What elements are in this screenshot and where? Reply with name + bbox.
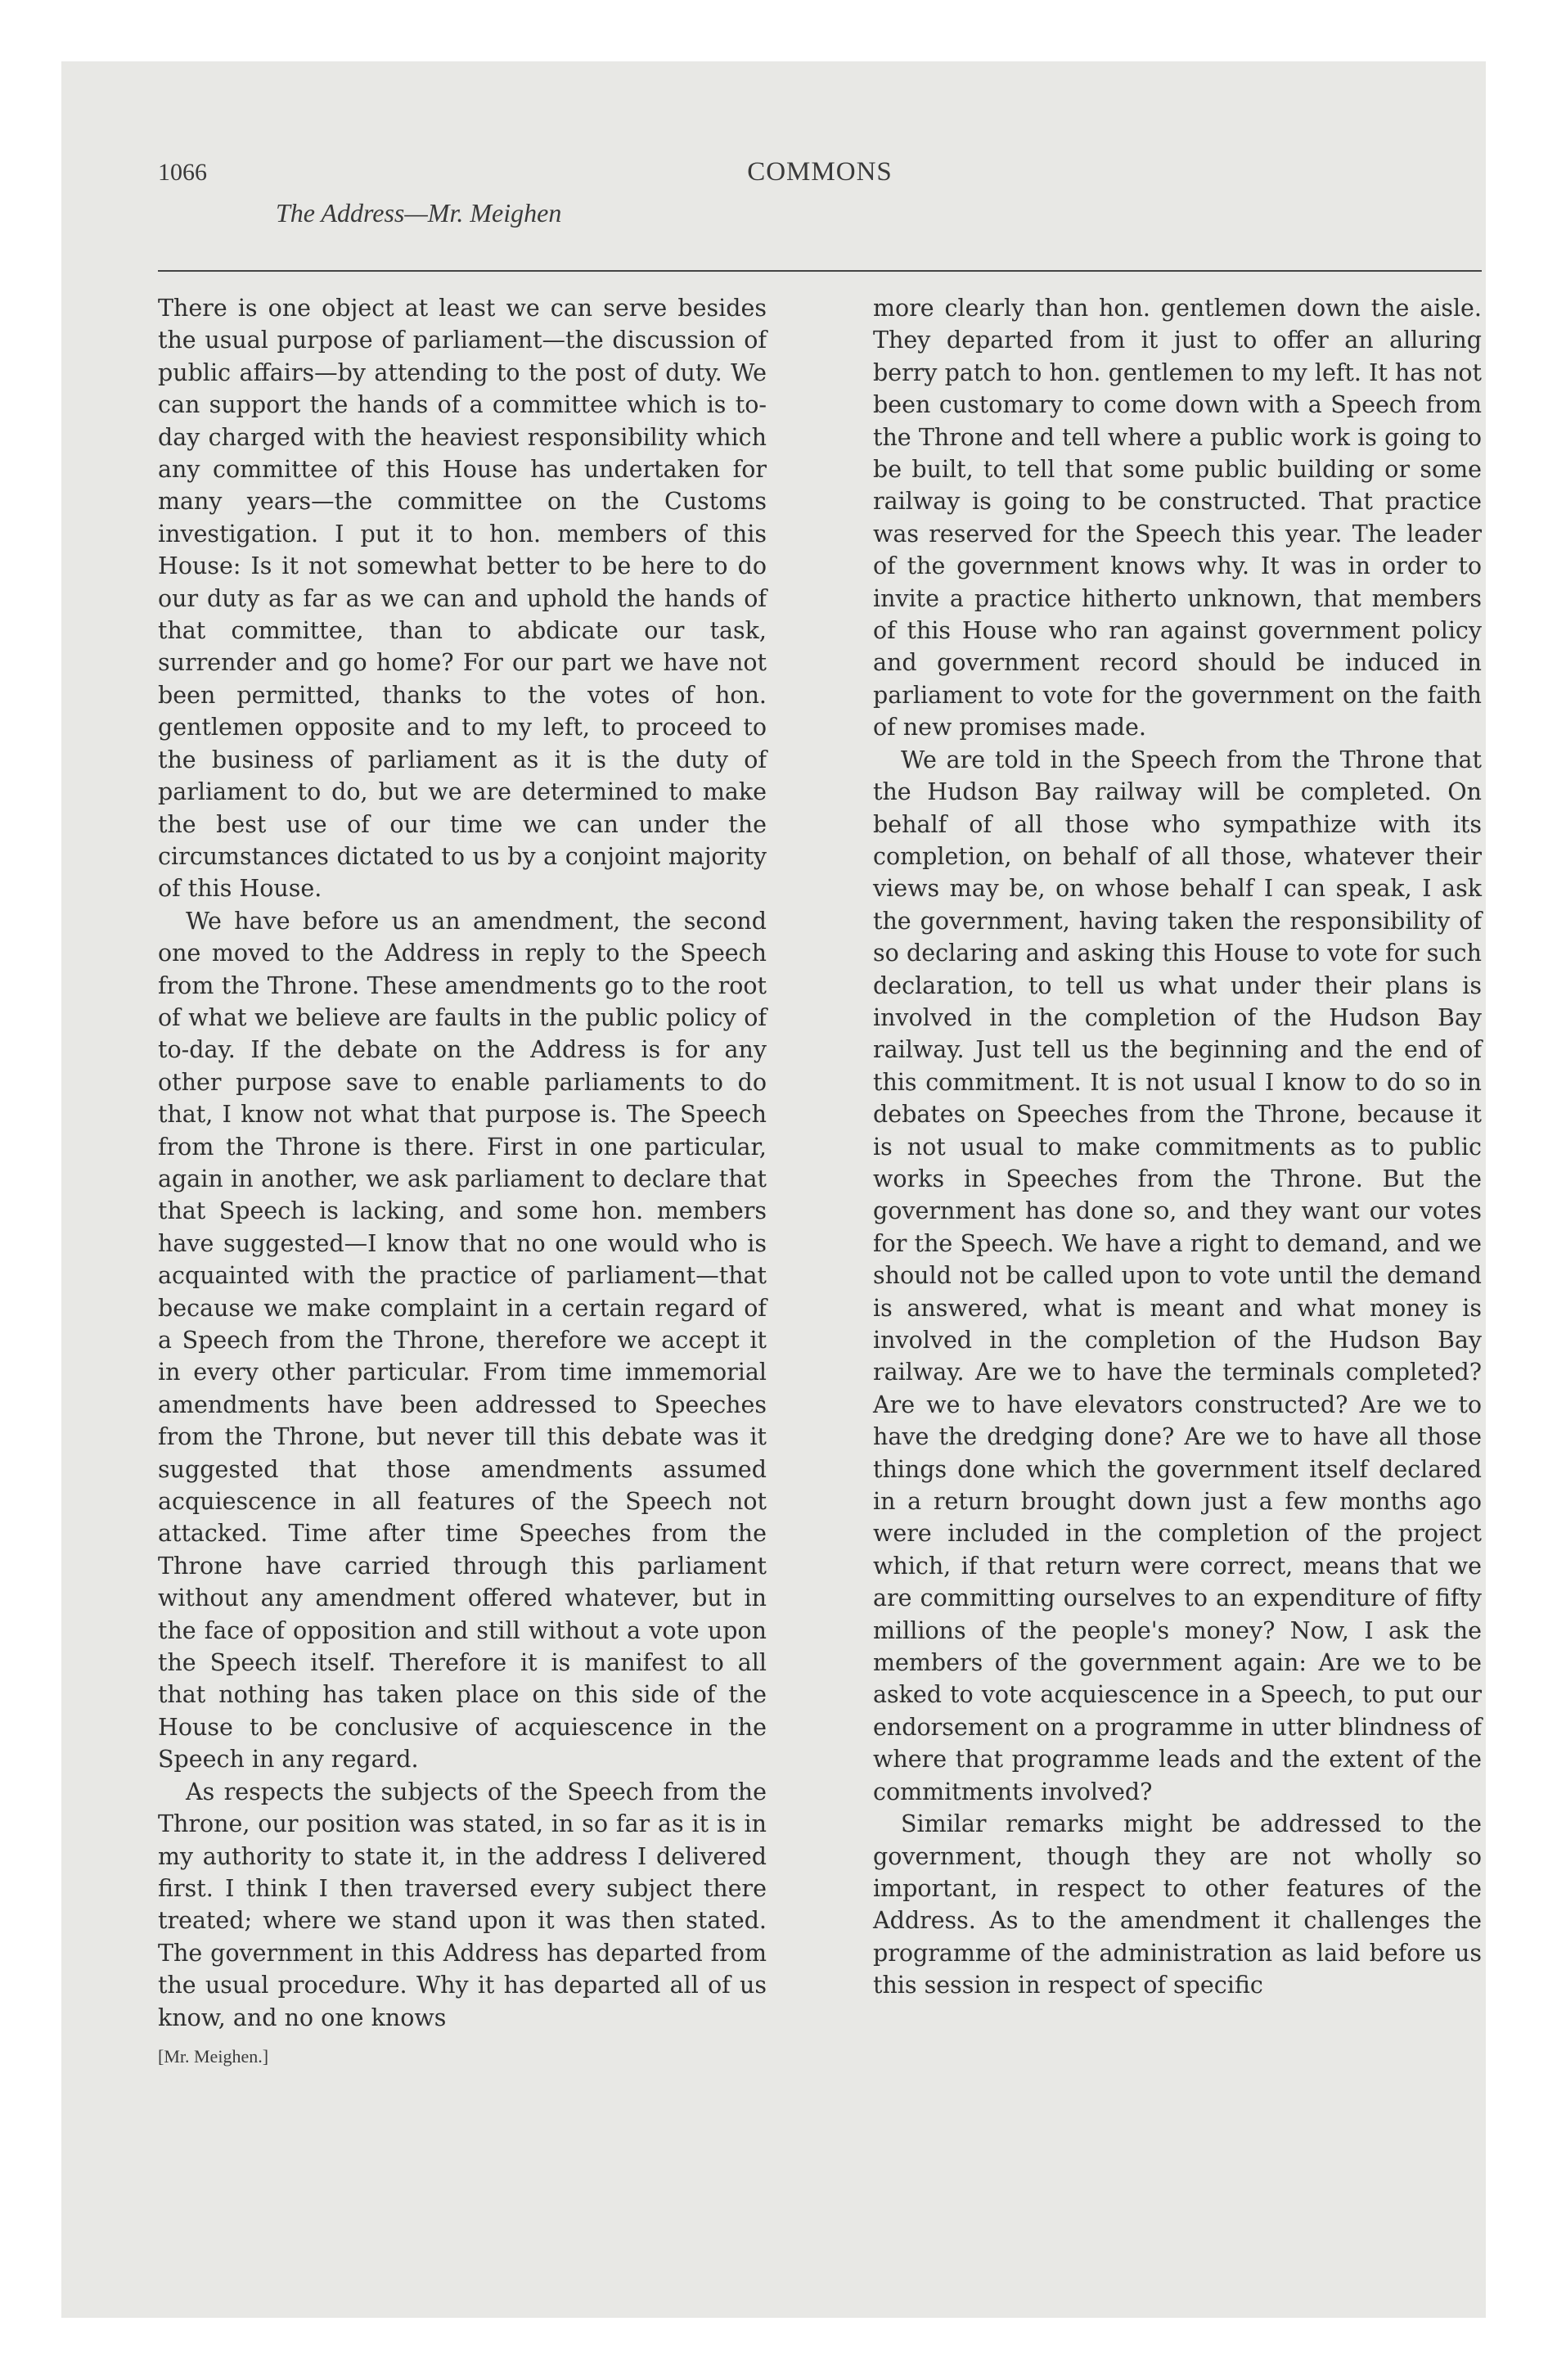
paragraph: We have before us an amendment, the second one moved to the Address in reply to the Speech from the Throne. These amendments go to the root of what we believe are faults in the public policy of to-day. If the debate on the Address is for any other purpose save to enable parliaments to do that, I know not what that purpose is. The Speech from the Throne is there. First in one particular, again in another, we ask parliament to declare that that Speech is lacking, and some hon. members have suggested—I know that no one would who is acquainted with the practice of parliament—that because we make complaint in a certain regard of a Speech from the Throne, therefore we accept it in every other particular. From time immemorial amendments have been addressed to Speeches from the Throne, but never till this debate was it suggested that those amendments assumed acquiescence in all features of the Speech not attacked. Time after time Speeches from the Throne have carried through this parliament without any amendment offered whatever, but in the face of opposition and still without a vote upon the Speech itself. Therefore it is manifest to all that nothing has taken place on this side of the House to be conclusive of acquiescence in the Speech in any regard. xyxy=(158,907,767,1774)
left-column xyxy=(158,292,767,2072)
page-header xyxy=(158,157,1482,272)
paragraph: We are told in the Speech from the Throne that the Hudson Bay railway will be completed. On behalf of all those who sympathize with its completion, on behalf of all those, whatever their views may be, on whose behalf I can speak, I ask the government, having taken the responsibility of so declaring and asking this House to vote for such declaration, to tell us what under their plans is involved in the completion of the Hudson Bay railway. Just tell us the beginning and the end of this commitment. It is not usual I know to do so in debates on Speeches from the Throne, because it is not usual to make commitments as to public works in Speeches from the Throne. But the government has done so, and they want our votes for the Speech. We have a right to demand, and we should not be called upon to vote until the demand is answered, what is meant and what money is involved in the completion of the Hudson Bay railway. Are we to have the terminals completed? Are we to have elevators constructed? Are we to have the dredging done? Are we to have all those things done which the government itself declared in a return brought down just a few months ago were included in the completion of the project which, if that return were correct, means that we are committing ourselves to an expenditure of fifty millions of the people's money? Now, I ask the members of the government again: Are we to be asked to vote acquiescence in a Speech, to put our endorsement on a programme in utter blindness of where that programme leads and the extent of the commitments involved? xyxy=(873,746,1482,1805)
running-head: The Address—Mr. Meighen xyxy=(276,198,562,228)
paragraph: Similar remarks might be addressed to the government, though they are not wholly so important, in respect to other features of the Address. As to the amendment it challenges the programme of the administration as laid before us this session in respect of specific xyxy=(873,1810,1482,1999)
paragraph: As respects the subjects of the Speech from the Throne, our position was stated, in so far as it is in my authority to state it, in the address I delivered first. I think I then traversed every subject there treated; where we stand upon it was then stated. The government in this Address has departed from the usual procedure. Why it has departed all of us know, and no one knows xyxy=(158,1778,767,2031)
page-scan xyxy=(61,61,1486,2318)
paragraph: more clearly than hon. gentlemen down the aisle. They departed from it just to offer an alluring berry patch to hon. gentlemen to my left. It has not been customary to come down with a Speech from the Throne and tell where a public work is going to be built, to tell that some public building or some railway is going to be constructed. That practice was reserved for the Speech this year. The leader of the government knows why. It was in order to invite a practice hitherto unknown, that members of this House who ran against government policy and government record should be induced in parliament to vote for the government on the faith of new promises made. xyxy=(873,295,1482,741)
text-columns xyxy=(158,292,1482,2072)
page-number: 1066 xyxy=(158,159,207,186)
paragraph: There is one object at least we can serve besides the usual purpose of parliament—the discussion of public affairs—by attending to the post of duty. We can support the hands of a committee which is to-day charged with the heaviest responsibility which any committee of this House has undertaken for many years—the committee on the Customs investigation. I put it to hon. members of this House: Is it not somewhat better to be here to do our duty as far as we can and uphold the hands of that committee, than to abdicate our task, surrender and go home? For our part we have not been permitted, thanks to the votes of hon. gentlemen opposite and to my left, to proceed to the business of parliament as it is the duty of parliament to do, but we are determined to make the best use of our time we can under the circumstances dictated to us by a conjoint majority of this House. xyxy=(158,295,767,903)
speaker-footnote: [Mr. Meighen.] xyxy=(158,2045,269,2067)
right-column xyxy=(873,292,1482,2072)
section-title: COMMONS xyxy=(747,157,893,187)
page-content xyxy=(158,157,1482,2261)
